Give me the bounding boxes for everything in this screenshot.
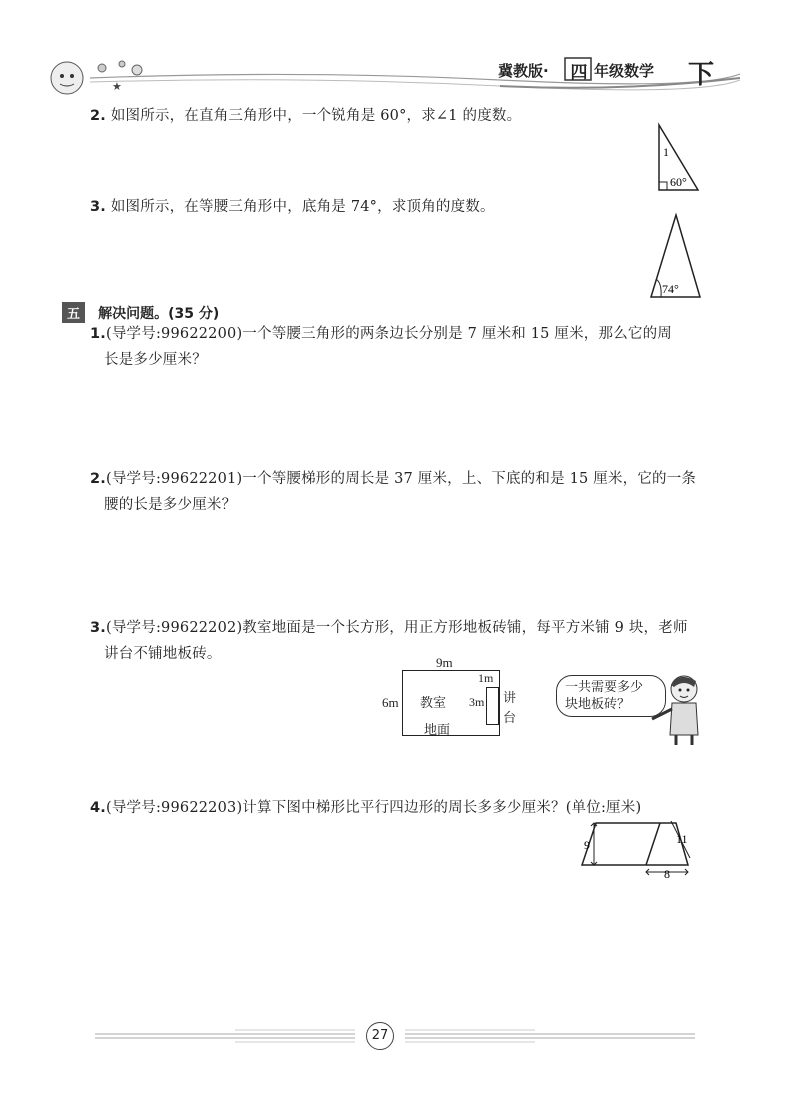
problem-number: 4.	[90, 800, 106, 816]
section-heading	[62, 302, 219, 323]
room-label-2: 地面	[424, 723, 451, 738]
volume-mark: 下	[688, 60, 715, 90]
section-mark: 五	[62, 302, 85, 323]
height-9-label: 9	[584, 838, 590, 852]
header	[0, 0, 800, 100]
angle-74-label: 74°	[662, 282, 679, 296]
svg-text:★: ★	[112, 80, 122, 93]
problem-line-2: 腰的长是多少厘米？	[104, 497, 237, 513]
question-number: 3.	[90, 199, 106, 215]
right-triangle-figure	[652, 122, 702, 194]
problem-line-2: 长是多少厘米？	[104, 352, 207, 368]
problem-line-2: 讲台不铺地板砖。	[104, 646, 222, 662]
problem-2	[90, 466, 710, 518]
podium-height-label: 3m	[469, 695, 485, 709]
problem-1	[90, 321, 710, 373]
trapezoid-figure	[578, 818, 704, 880]
podium-width-label: 1m	[478, 671, 494, 685]
question-2	[90, 103, 521, 129]
page-number: 27	[366, 1022, 394, 1050]
problem-number: 1.	[90, 326, 106, 342]
podium-label-2: 台	[503, 711, 517, 726]
question-text: 如图所示，在直角三角形中，一个锐角是 60°，求∠1 的度数。	[110, 108, 522, 124]
isosceles-triangle-figure	[648, 213, 704, 301]
speech-line-1: 一共需要多少	[565, 680, 644, 695]
problem-line-1: (导学号:99622202)教室地面是一个长方形，用正方形地板砖铺，每平方米铺 9 块，老师	[106, 620, 688, 636]
angle-1-label: 1	[663, 145, 669, 159]
problem-number: 3.	[90, 620, 106, 636]
question-3	[90, 194, 495, 220]
podium-rectangle	[486, 687, 499, 725]
question-number: 2.	[90, 108, 106, 124]
podium-label-1: 讲	[503, 691, 517, 706]
height-label: 6m	[382, 695, 399, 710]
base-8-label: 8	[664, 867, 670, 880]
problem-number: 2.	[90, 471, 106, 487]
footer-decoration	[95, 1020, 705, 1050]
mascot-logo-icon	[42, 48, 162, 98]
side-11-label: 11	[676, 832, 688, 846]
room-label-1: 教室	[420, 696, 447, 711]
question-text: 如图所示，在等腰三角形中，底角是 74°，求顶角的度数。	[110, 199, 495, 215]
grade-mark: 四	[570, 63, 588, 83]
section-title: 解决问题。(35 分)	[98, 306, 220, 322]
problem-line-1: (导学号:99622200)一个等腰三角形的两条边长分别是 7 厘米和 15 厘米，那么它的周	[106, 326, 673, 342]
problem-line-1: (导学号:99622201)一个等腰梯形的周长是 37 厘米，上、下底的和是 15 厘米，它的一条	[106, 471, 697, 487]
speech-line-2: 块地板砖？	[565, 697, 631, 712]
header-subject: 年级数学	[594, 62, 655, 80]
problem-line-1: (导学号:99622203)计算下图中梯形比平行四边形的周长多多少厘米？(单位:厘米)	[106, 800, 642, 816]
classroom-figure	[380, 655, 710, 745]
angle-60-label: 60°	[670, 175, 687, 189]
boy-cartoon-icon	[648, 669, 708, 745]
width-label: 9m	[436, 655, 453, 670]
header-series: 冀教版·	[498, 62, 549, 80]
